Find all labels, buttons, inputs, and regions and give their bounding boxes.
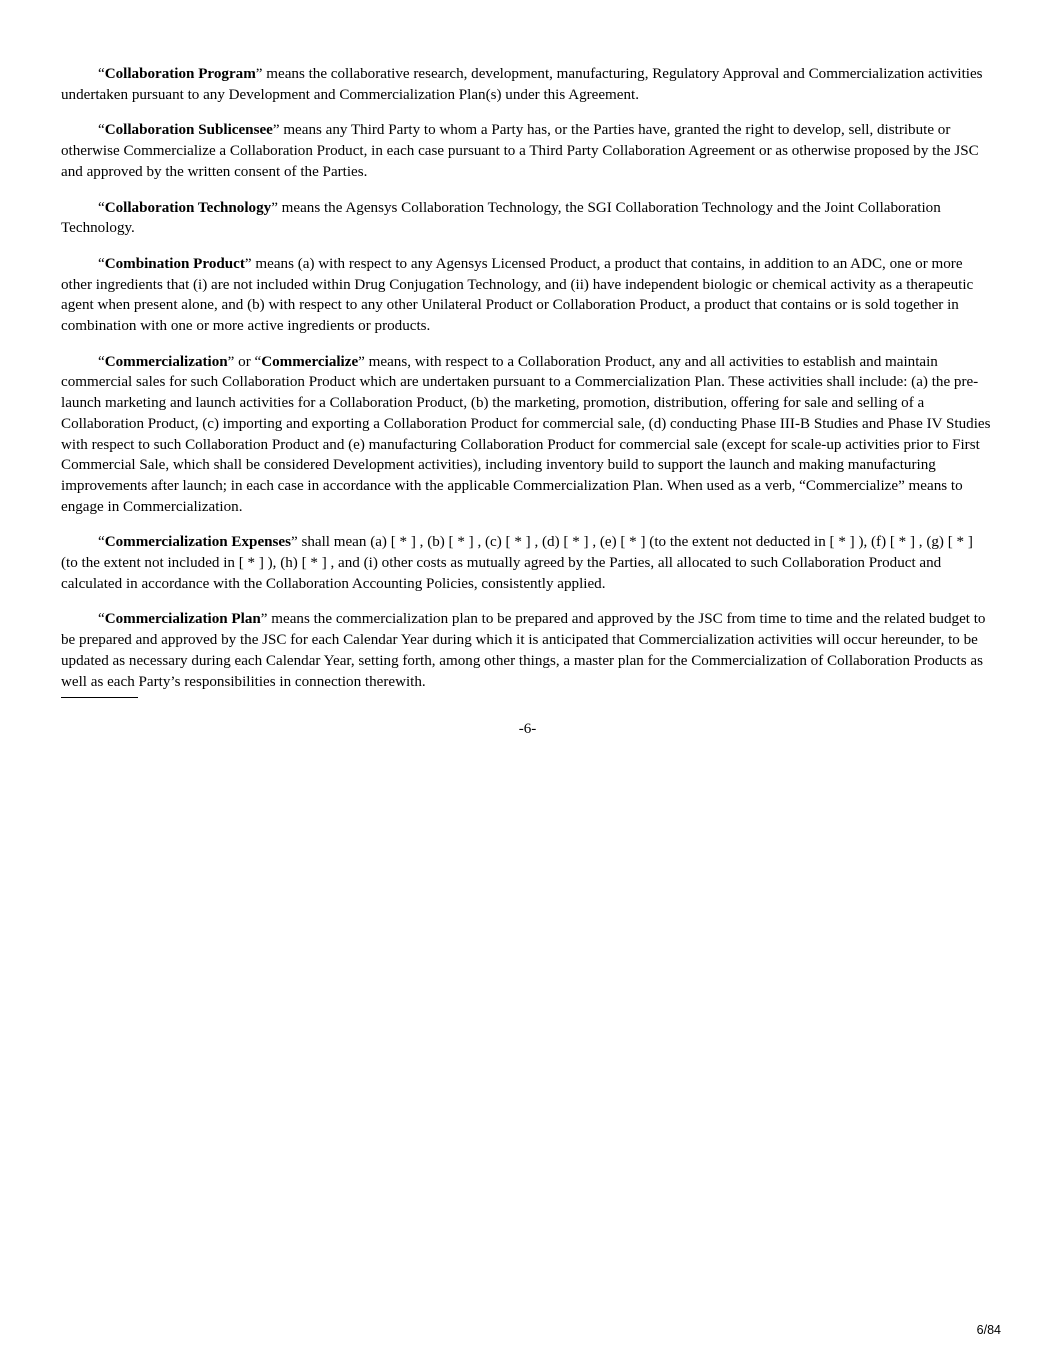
definition-commercialization-expenses	[61, 532, 993, 594]
defined-term-alt: Commercialize	[261, 353, 359, 370]
definition-collaboration-technology	[61, 198, 993, 239]
definition-commercialization-plan	[61, 609, 993, 692]
open-quote: “	[98, 534, 105, 551]
defined-term: Collaboration Technology	[104, 199, 272, 216]
defined-term: Commercialization	[104, 353, 228, 370]
open-quote: “	[98, 611, 105, 628]
definition-collaboration-program	[61, 64, 993, 105]
open-quote: “	[98, 199, 105, 216]
definition-text: ” means (a) with respect to any Agensys Licensed Product, a product that contains, in addition to an ADC, one or more other ingredients that (i) are not included within Drug Conjugation Technology, and (ii) have independent biologic or chemical activity as a therapeutic agent when present alone, and (b) with respect to any other Unilateral Product or Collaboration Product, a product that contains or is sold together in combination with one or more active ingredients or products.	[61, 255, 974, 335]
defined-term: Collaboration Sublicensee	[104, 122, 273, 139]
footnote-divider	[61, 697, 138, 698]
definition-commercialization	[61, 352, 993, 518]
document-body	[61, 64, 993, 698]
open-quote: “	[98, 255, 105, 272]
definition-combination-product	[61, 254, 993, 337]
definition-text: ” means the collaborative research, development, manufacturing, Regulatory Approval and Commercialization activities undertaken pursuant to any Development and Commercialization Plan(s) under this Agreement.	[61, 66, 983, 103]
definition-collaboration-sublicensee	[61, 120, 993, 182]
page-number: -6-	[518, 721, 537, 737]
definition-text: ” means any Third Party to whom a Party has, or the Parties have, granted the right to develop, sell, distribute or otherwise Commercialize a Collaboration Product, in each case pursuant to a Third Party Collaboration Agreement or as otherwise proposed by the JSC and approved by the written consent of the Parties.	[61, 122, 979, 180]
defined-term: Collaboration Program	[104, 66, 256, 82]
open-quote: “	[98, 122, 105, 139]
open-quote: “	[98, 66, 105, 82]
defined-term: Commercialization Expenses	[104, 534, 291, 551]
definition-text: ” means, with respect to a Collaboration Product, any and all activities to establish and maintain commercial sales for such Collaboration Product which are undertaken pursuant to a Commercialization Plan. These activities shall include: (a) the pre-launch marketing and launch activities for a Collaboration Product, (b) the marketing, promotion, distribution, offering for sale and selling of a Collaboration Product, (c) importing and exporting a Collaboration Product for commercial sale, (d) conducting Phase III-B Studies and Phase IV Studies with respect to such Collaboration Product and (e) manufacturing Collaboration Product for commercial sale (except for scale-up activities prior to First Commercial Sale, which shall be considered Development activities), including inventory build to support the launch and making manufacturing improvements after launch; in each case in accordance with the applicable Commercialization Plan. When used as a verb, “Commercialize” means to engage in Commercialization.	[61, 353, 991, 515]
definition-text: ” means the commercialization plan to be prepared and approved by the JSC from time to time and the related budget to be prepared and approved by the JSC for each Calendar Year during which it is anticipated that Commercialization activities will occur hereunder, to be updated as necessary during each Calendar Year, setting forth, among other things, a master plan for the Commercialization of Collaboration Products as well as each Party’s responsibilities in connection therewith.	[61, 611, 986, 690]
term-connector: ” or “	[227, 353, 262, 370]
open-quote: “	[98, 353, 105, 370]
defined-term: Commercialization Plan	[104, 611, 261, 628]
defined-term: Combination Product	[104, 255, 245, 272]
definition-text: ” means the Agensys Collaboration Technology, the SGI Collaboration Technology and the Joint Collaboration Technology.	[61, 199, 941, 237]
page-count: 6/84	[976, 1323, 1001, 1337]
definition-text: ” shall mean (a) [ * ] , (b) [ * ] , (c) [ * ] , (d) [ * ] , (e) [ * ] (to the extent not deducted in [ * ] ), (f) [ * ] , (g) [ * ] (to the extent not included in [ * ] ), (h) [ * ] , and (i) other costs as mutually agreed by the Parties, all allocated to such Collaboration Product and calculated in accordance with the Collaboration Accounting Policies, consistently applied.	[61, 534, 973, 592]
